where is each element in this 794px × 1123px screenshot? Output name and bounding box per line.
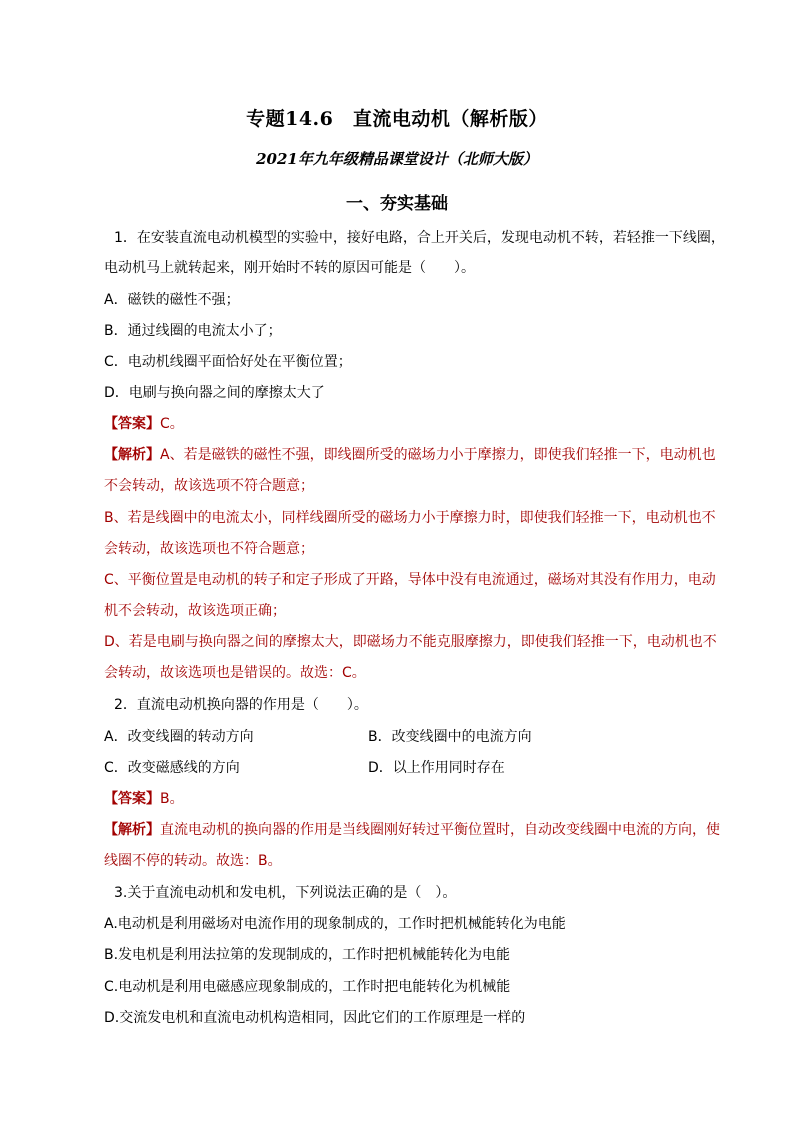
q2-analysis-tag: 【解析】: [104, 822, 160, 838]
q1-answer-tag: 【答案】: [104, 416, 160, 432]
q1-analysis-line-5: C、平衡位置是电动机的转子和定子形成了开路，导体中没有电流通过，磁场对其没有作用力，电动: [104, 572, 716, 588]
q2-analysis-text-1: 直流电动机的换向器的作用是当线圈刚好转过平衡位置时，自动改变线圈中电流的方向，使: [160, 822, 720, 838]
q1-analysis-line-1: [104, 445, 724, 465]
q3-option-d: D.交流发电机和直流电动机构造相同，因此它们的工作原理是一样的: [104, 1010, 526, 1026]
document-title: 专题14.6 直流电动机（解析版）: [246, 108, 548, 130]
q2-answer: [104, 789, 724, 809]
document-subtitle: 2021年九年级精品课堂设计（北师大版）: [256, 150, 538, 168]
q1-analysis-line-7: D、若是电刷与换向器之间的摩擦太大，即磁场力不能克服摩擦力，即使我们轻推一下，电动机也不: [104, 634, 717, 650]
q1-option-c: C．电动机线圈平面恰好处在平衡位置；: [104, 354, 352, 370]
q3-stem: 3.关于直流电动机和发电机，下列说法正确的是（ ）。: [114, 885, 457, 901]
q1-analysis-line-4: 会转动，故该选项也不符合题意；: [104, 541, 314, 557]
q3-option-a: A.电动机是利用磁场对电流作用的现象制成的，工作时把机械能转化为电能: [104, 916, 566, 932]
q2-stem: 2．直流电动机换向器的作用是（ ）。: [114, 697, 368, 713]
q1-answer: [104, 414, 724, 434]
q1-analysis-line-8: 会转动，故该选项也是错误的。故选：C。: [104, 665, 366, 681]
q1-stem-line-2: 电动机马上就转起来，刚开始时不转的原因可能是（ ）。: [104, 260, 475, 276]
q1-stem-line-1: 1．在安装直流电动机模型的实验中，接好电路，合上开关后，发现电动机不转，若轻推一下线圈，: [114, 230, 725, 246]
q2-option-c: C．改变磁感线的方向: [104, 760, 240, 776]
q1-analysis-text-1: A、若是磁铁的磁性不强，即线圈所受的磁场力小于摩擦力，即使我们轻推一下，电动机也: [160, 447, 716, 463]
q1-option-d: D．电刷与换向器之间的摩擦太大了: [104, 385, 325, 401]
q1-answer-value: C。: [160, 416, 184, 432]
q3-option-c: C.电动机是利用电磁感应现象制成的，工作时把电能转化为机械能: [104, 979, 511, 995]
q3-option-b: B.发电机是利用法拉第的发现制成的，工作时把机械能转化为电能: [104, 947, 511, 963]
q1-analysis-line-2: 不会转动，故该选项不符合题意；: [104, 478, 314, 494]
q2-option-d: D．以上作用同时存在: [368, 760, 505, 776]
q2-answer-tag: 【答案】: [104, 791, 160, 807]
q2-analysis-line-1: [104, 820, 724, 840]
q1-option-a: A．磁铁的磁性不强；: [104, 292, 240, 308]
q1-analysis-line-6: 机不会转动，故该选项正确；: [104, 603, 286, 619]
q2-option-a: A．改变线圈的转动方向: [104, 729, 254, 745]
q1-analysis-tag: 【解析】: [104, 447, 160, 463]
q1-analysis-line-3: B、若是线圈中的电流太小，同样线圈所受的磁场力小于摩擦力时，即使我们轻推一下，电动机也不: [104, 510, 716, 526]
section-heading: 一、夯实基础: [346, 194, 448, 214]
q2-answer-value: B。: [160, 791, 184, 807]
q2-option-b: B．改变线圈中的电流方向: [368, 729, 532, 745]
q1-option-b: B．通过线圈的电流太小了；: [104, 323, 282, 339]
q2-analysis-line-2: 线圈不停的转动。故选：B。: [104, 853, 282, 869]
